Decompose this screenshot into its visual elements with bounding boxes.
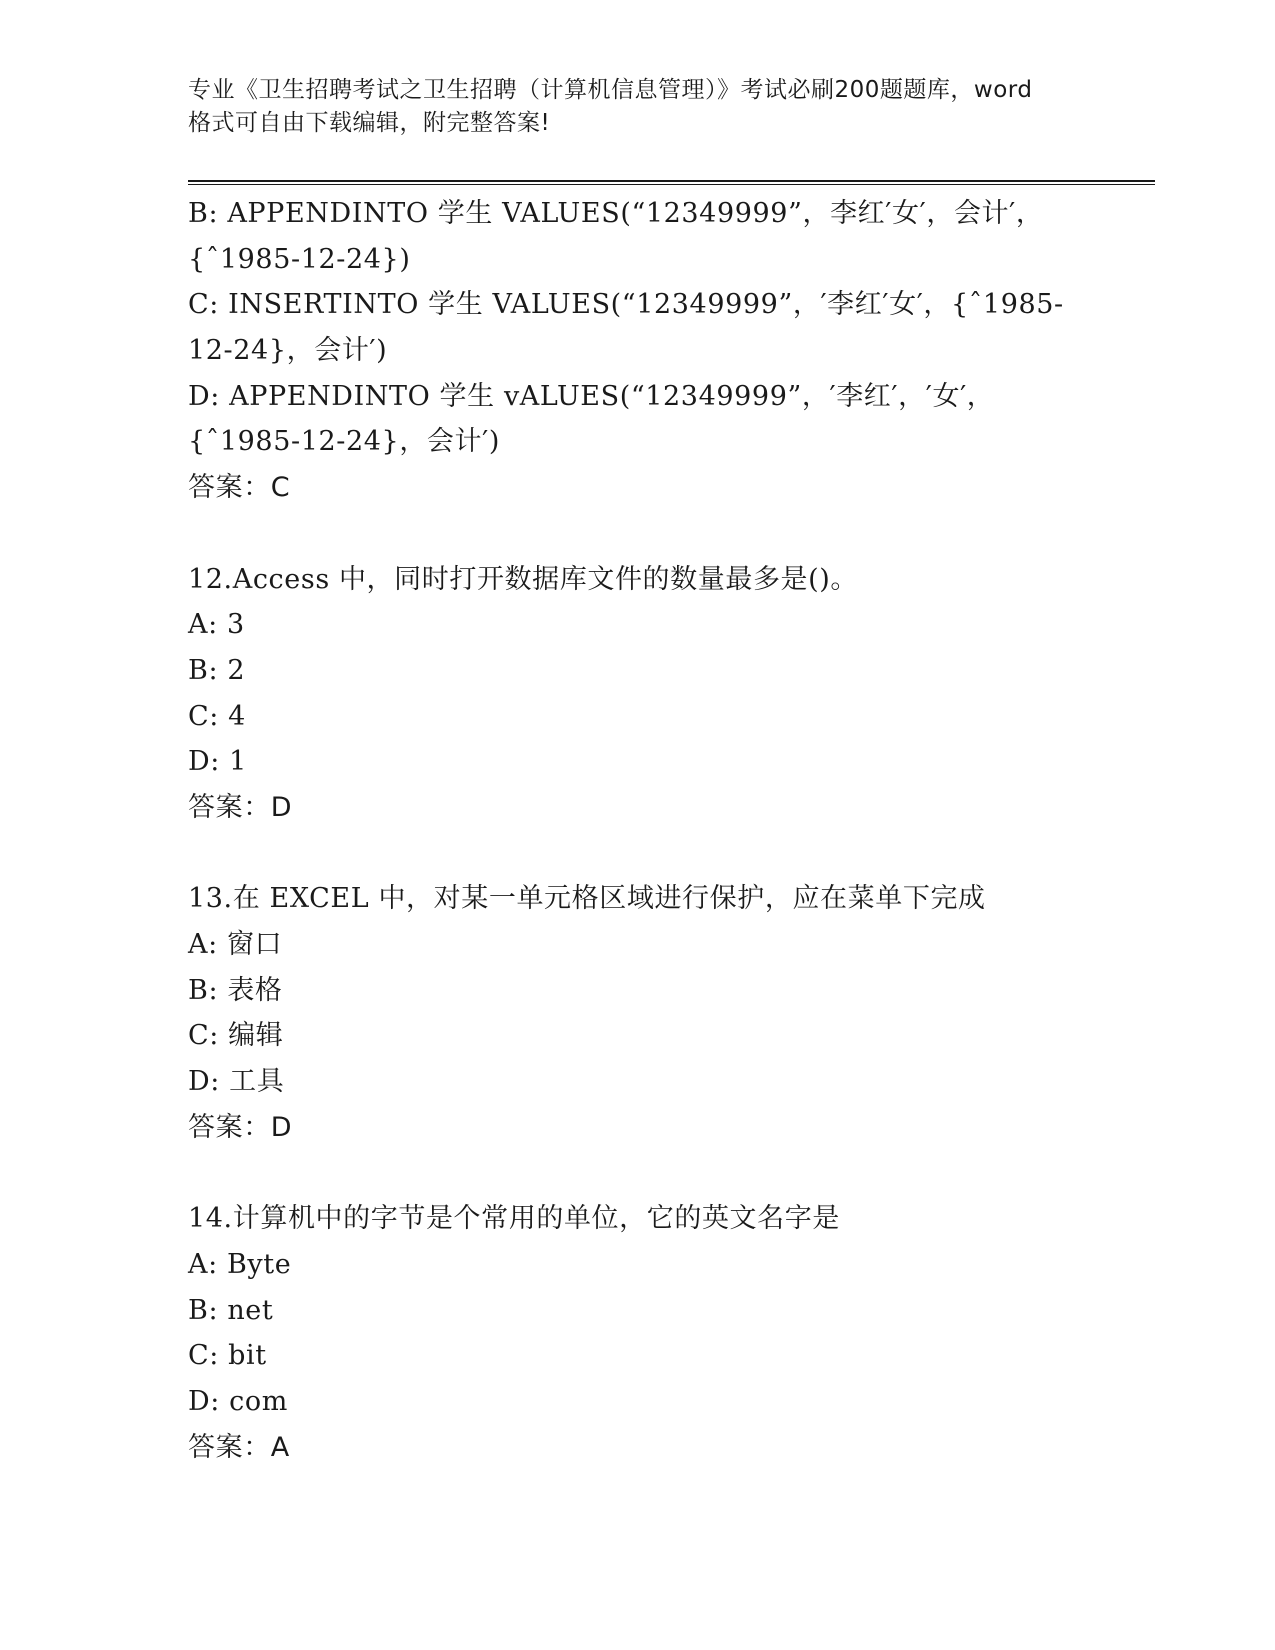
question-text: 12.Access 中，同时打开数据库文件的数量最多是()。 (188, 563, 859, 595)
question-content (188, 191, 1088, 1470)
question-block-14 (188, 1196, 1088, 1470)
option-c-line-1: C: INSERTINTO 学生 VALUES(“12349999”，′李红′女′，{ˆ1985- (188, 289, 1064, 321)
question-block-11 (188, 191, 1088, 511)
spacer (188, 511, 1088, 557)
option-d-line-1: D: APPENDINTO 学生 vALUES(“12349999”，′李红′，′女′， (188, 380, 995, 412)
question-text: 13.在 EXCEL 中，对某一单元格区域进行保护，应在菜单下完成 (188, 883, 986, 915)
header-divider-thin (188, 184, 1155, 185)
option-a: A: Byte (188, 1248, 292, 1280)
option-b-line-1: B: APPENDINTO 学生 VALUES(“12349999”，李红′女′，会计′， (188, 198, 1044, 229)
question-block-13 (188, 876, 1088, 1150)
answer-label: 答案：A (188, 1431, 290, 1463)
option-b: B: 表格 (188, 974, 283, 1006)
option-d: D: 工具 (188, 1066, 285, 1098)
option-a: A: 窗口 (188, 929, 283, 960)
answer-label: 答案：D (188, 791, 293, 823)
option-c: C: 编辑 (188, 1020, 284, 1052)
header-title-line-2: 格式可自由下载编辑，附完整答案! (188, 110, 551, 136)
option-d-line-2: {ˆ1985-12-24}，会计′) (188, 426, 500, 458)
header-title-line-1: 专业《卫生招聘考试之卫生招聘（计算机信息管理）》考试必刷200题题库，word (188, 77, 1033, 103)
option-a: A: 3 (188, 609, 245, 641)
option-c: C: bit (188, 1340, 267, 1372)
question-text: 14.计算机中的字节是个常用的单位，它的英文名字是 (188, 1203, 840, 1235)
document-header (188, 74, 1088, 140)
option-b: B: net (188, 1294, 274, 1326)
answer-label: 答案：D (188, 1111, 293, 1143)
option-d: D: com (188, 1385, 288, 1417)
option-b-line-2: {ˆ1985-12-24}) (188, 243, 411, 275)
spacer (188, 1150, 1088, 1196)
answer-label: 答案：C (188, 472, 291, 504)
question-block-12 (188, 557, 1088, 831)
option-c-line-2: 12-24}，会计′) (188, 335, 388, 367)
spacer (188, 831, 1088, 877)
header-divider-thick (188, 180, 1155, 182)
option-c: C: 4 (188, 700, 246, 732)
option-b: B: 2 (188, 654, 246, 686)
option-d: D: 1 (188, 746, 247, 778)
